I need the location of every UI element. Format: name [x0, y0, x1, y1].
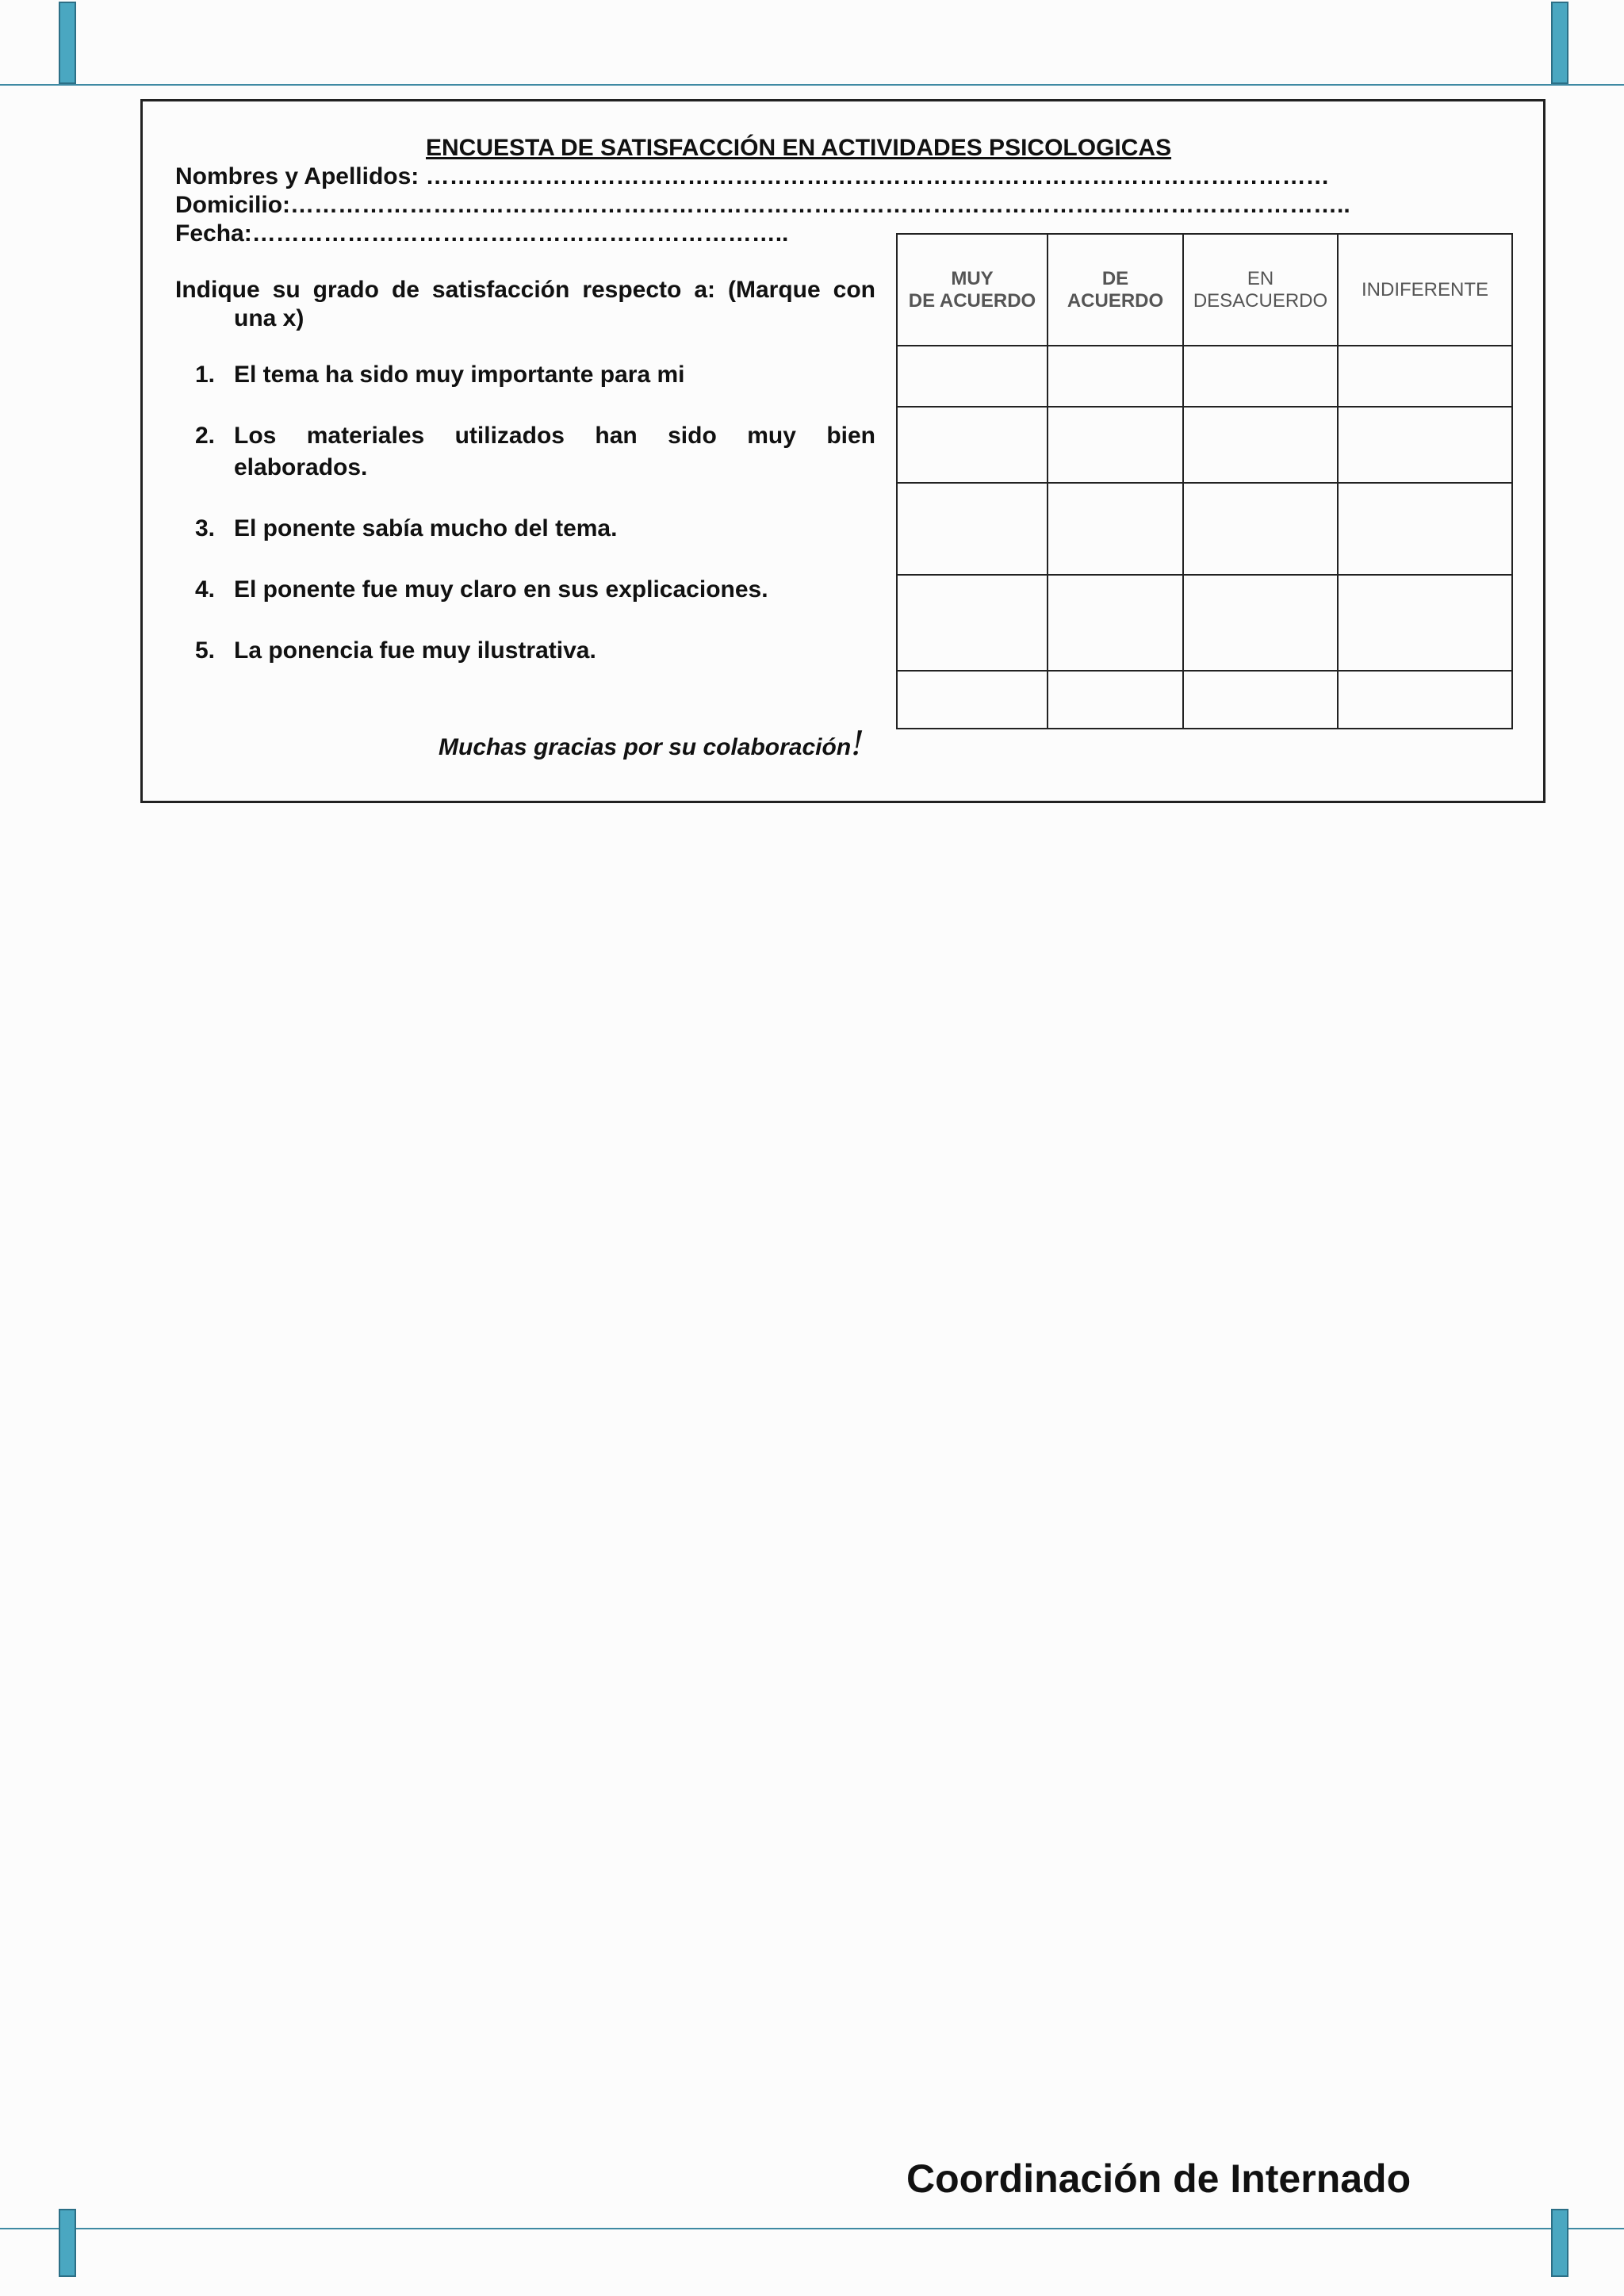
survey-title: ENCUESTA DE SATISFACCIÓN EN ACTIVIDADES PSICOLOGICAS — [426, 135, 1172, 161]
column-header-line: DE ACUERDO — [908, 289, 1036, 312]
response-row-5 — [897, 671, 1512, 729]
column-header-en-desacuerdo — [1183, 234, 1338, 346]
response-grid — [896, 233, 1513, 729]
response-cell[interactable] — [1048, 671, 1183, 729]
response-cell[interactable] — [897, 407, 1048, 483]
instruction-text: Indique su grado de satisfacción respecto a: (Marque con — [175, 277, 875, 303]
question-text: El ponente fue muy claro en sus explicaciones. — [234, 576, 768, 603]
question-text: Los materiales utilizados han sido muy bien — [234, 423, 875, 449]
footer-rule — [0, 2228, 1624, 2229]
header-rule — [0, 84, 1624, 86]
column-header-indiferente — [1338, 234, 1512, 346]
footer-tab-right — [1551, 2209, 1568, 2277]
response-cell[interactable] — [897, 483, 1048, 575]
grid-header-row — [897, 234, 1512, 346]
response-cell[interactable] — [1048, 575, 1183, 671]
header-tab-left — [59, 2, 76, 84]
instruction-text-cont: una x) — [234, 305, 304, 331]
response-cell[interactable] — [1183, 575, 1338, 671]
response-cell[interactable] — [897, 671, 1048, 729]
response-row-3 — [897, 483, 1512, 575]
response-row-2 — [897, 407, 1512, 483]
response-row-4 — [897, 575, 1512, 671]
column-header-de-acuerdo — [1048, 234, 1183, 346]
response-cell[interactable] — [1338, 346, 1512, 407]
field-nombres: Nombres y Apellidos: …………………………………………………………………………………………………… — [175, 163, 1330, 189]
question-number: 1. — [195, 362, 216, 388]
footer-tab-left — [59, 2209, 76, 2277]
response-cell[interactable] — [1183, 483, 1338, 575]
response-cell[interactable] — [1183, 407, 1338, 483]
column-header-line: ACUERDO — [1067, 289, 1164, 312]
response-cell[interactable] — [1338, 671, 1512, 729]
response-cell[interactable] — [1048, 346, 1183, 407]
field-fecha: Fecha:………………………………………………………….. — [175, 220, 789, 247]
column-header-muy-de-acuerdo — [897, 234, 1048, 346]
response-cell[interactable] — [1048, 483, 1183, 575]
column-header-line: MUY — [951, 267, 994, 289]
question-number: 4. — [195, 576, 216, 603]
thanks-message — [439, 724, 865, 763]
question-number: 3. — [195, 515, 216, 541]
response-cell[interactable] — [1048, 407, 1183, 483]
question-text: El tema ha sido muy importante para mi — [234, 362, 685, 388]
column-header-line: DE — [1101, 267, 1129, 289]
column-header-line: DESACUERDO — [1193, 289, 1328, 312]
field-domicilio: Domicilio:…………………………………………………………………………………………………………………….. — [175, 192, 1350, 218]
response-cell[interactable] — [1338, 407, 1512, 483]
response-cell[interactable] — [897, 346, 1048, 407]
question-text: La ponencia fue muy ilustrativa. — [234, 637, 596, 664]
response-cell[interactable] — [1338, 483, 1512, 575]
question-text-cont: elaborados. — [234, 454, 368, 480]
response-cell[interactable] — [1183, 671, 1338, 729]
response-cell[interactable] — [1338, 575, 1512, 671]
response-cell[interactable] — [897, 575, 1048, 671]
column-header-line: EN — [1247, 267, 1274, 289]
response-row-1 — [897, 346, 1512, 407]
header-tab-right — [1551, 2, 1568, 84]
question-number: 5. — [195, 637, 216, 664]
thanks-mark: ! — [851, 724, 865, 763]
thanks-text: Muchas gracias por su colaboración — [439, 734, 852, 760]
question-text: El ponente sabía mucho del tema. — [234, 515, 618, 541]
response-cell[interactable] — [1183, 346, 1338, 407]
footer-title: Coordinación de Internado — [906, 2156, 1411, 2201]
question-number: 2. — [195, 423, 216, 449]
column-header-line: INDIFERENTE — [1361, 278, 1488, 300]
